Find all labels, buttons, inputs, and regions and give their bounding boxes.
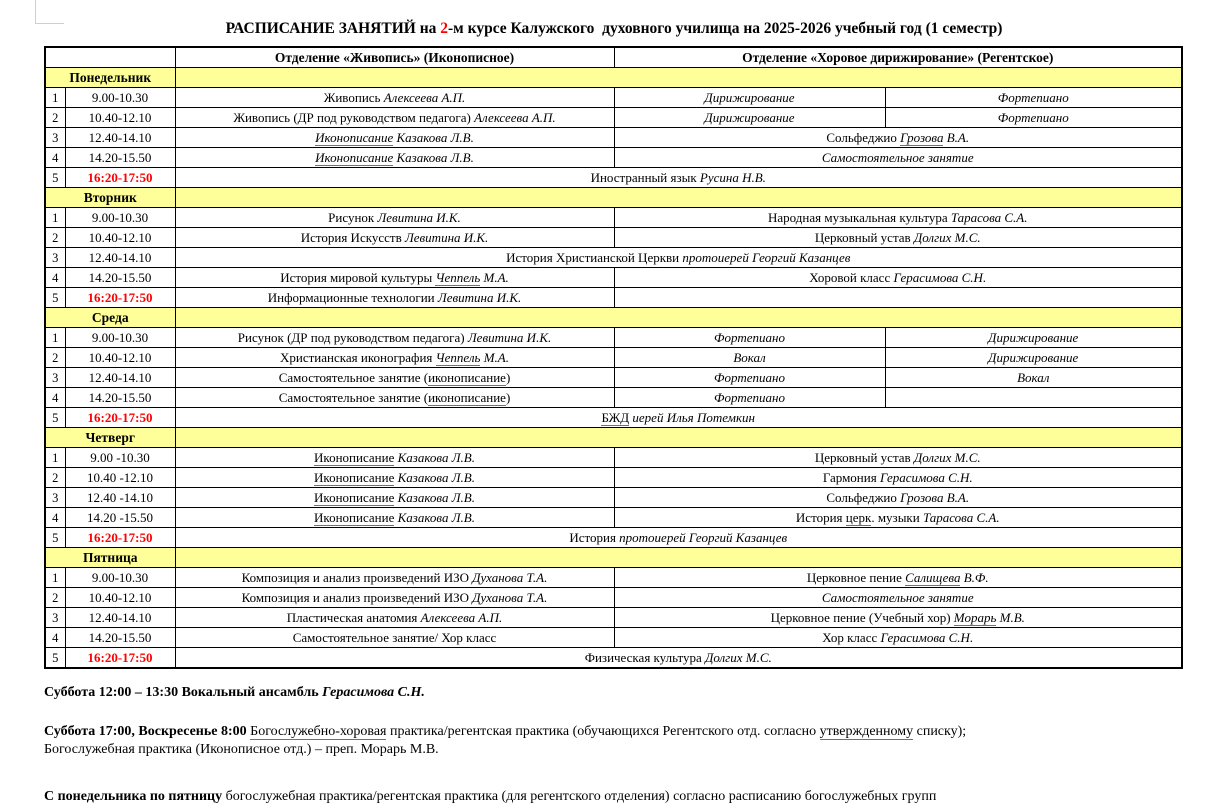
text-segment: Хор класс [822, 629, 881, 645]
time-cell: 9.00 -10.30 [65, 448, 175, 468]
schedule-row [45, 448, 1182, 468]
text-segment: Самостоятельное занятие ( [278, 389, 429, 405]
row-number-cell: 2 [45, 108, 65, 128]
time-cell: 12.40 -14.10 [65, 488, 175, 508]
subject-cell [175, 208, 614, 228]
text-segment: Богослужебная практика (Иконописное отд.) – преп. Морарь М.В. [44, 742, 439, 757]
subject-cell [614, 628, 1182, 648]
subject-cell [885, 328, 1182, 348]
text-segment: Иконописание [314, 489, 395, 505]
subject-cell [175, 128, 614, 148]
schedule-row [45, 168, 1182, 188]
subject-cell [614, 268, 1182, 288]
subject-cell [885, 388, 1182, 408]
subject-cell [175, 328, 614, 348]
time-cell: 16:20-17:50 [65, 168, 175, 188]
text-segment: ) [505, 389, 511, 405]
text-segment: Салищева [905, 569, 961, 585]
time-cell: 9.00-10.30 [65, 208, 175, 228]
text-segment: Долгих М.С. [913, 449, 981, 465]
row-number-cell: 2 [45, 588, 65, 608]
text-segment: Церковный устав [814, 229, 914, 245]
text-segment: Живопись (ДР под руководством педагога) [233, 109, 475, 125]
text-segment: Церковное пение (Учебный хор) [770, 609, 954, 625]
time-cell: 12.40-14.10 [65, 248, 175, 268]
header-empty-cell [45, 47, 175, 68]
text-segment: Самостоятельное занятие/ Хор класс [292, 629, 497, 645]
row-number-cell: 4 [45, 388, 65, 408]
day-header-empty-cell [175, 308, 1182, 328]
text-segment: 2 [440, 20, 449, 37]
text-segment: Герасимова С.Н. [893, 269, 987, 285]
text-segment: Фортепиано [714, 369, 785, 385]
subject-cell [885, 108, 1182, 128]
text-segment: Морарь [953, 609, 997, 625]
schedule-row [45, 288, 1182, 308]
schedule-table [44, 46, 1183, 669]
row-number-cell: 5 [45, 528, 65, 548]
text-segment: Суббота 17:00, Воскресенье 8:00 [44, 724, 251, 739]
row-number-cell: 3 [45, 248, 65, 268]
text-segment: Герасимова С.Н. [322, 685, 425, 700]
text-segment: Иконописание [314, 469, 395, 485]
text-segment: История мировой культуры [280, 269, 436, 285]
schedule-row [45, 568, 1182, 588]
day-header-empty-cell [175, 428, 1182, 448]
subject-cell [614, 108, 885, 128]
schedule-row [45, 528, 1182, 548]
subject-cell [614, 88, 885, 108]
text-segment: История [795, 509, 846, 525]
text-segment: Дирижирование [704, 89, 795, 105]
row-number-cell: 1 [45, 328, 65, 348]
schedule-row [45, 508, 1182, 528]
text-segment: Фортепиано [997, 109, 1069, 125]
schedule-row [45, 588, 1182, 608]
text-segment: Долгих М.С. [705, 649, 772, 665]
text-segment: Дирижирование [704, 109, 795, 125]
subject-cell [175, 488, 614, 508]
text-segment: Христианская иконография [280, 349, 436, 365]
subject-cell [175, 448, 614, 468]
text-segment: Казакова Л.В. [397, 469, 475, 485]
day-name-cell: Вторник [45, 188, 175, 208]
text-segment: Алексеева А.П. [474, 109, 556, 125]
subject-cell [175, 88, 614, 108]
day-name-cell: Понедельник [45, 68, 175, 88]
text-segment: Гармония [822, 469, 880, 485]
time-cell: 14.20 -15.50 [65, 508, 175, 528]
subject-cell [175, 108, 614, 128]
schedule-row [45, 408, 1182, 428]
subject-cell [614, 368, 885, 388]
text-segment: иконописание [428, 369, 506, 385]
subject-cell [175, 348, 614, 368]
row-number-cell: 5 [45, 648, 65, 669]
time-cell: 16:20-17:50 [65, 648, 175, 669]
footer-paragraph [44, 788, 1204, 806]
text-segment: Иконописание [315, 129, 394, 145]
text-segment: Тарасова С.А. [922, 509, 1000, 525]
text-segment: Физическая культура [584, 649, 706, 665]
row-number-cell: 4 [45, 508, 65, 528]
day-header-empty-cell [175, 548, 1182, 568]
text-segment: Тарасова С.А. [950, 209, 1028, 225]
text-segment: Казакова Л.В. [397, 509, 475, 525]
subject-cell [175, 248, 1182, 268]
subject-cell [614, 388, 885, 408]
text-segment: Дирижирование [988, 349, 1079, 365]
text-segment: Долгих М.С. [913, 229, 981, 245]
schedule-row [45, 108, 1182, 128]
subject-cell [175, 148, 614, 168]
text-segment: Казакова Л.В. [397, 449, 475, 465]
schedule-row [45, 368, 1182, 388]
subject-cell [175, 168, 1182, 188]
text-segment: Информационные технологии [267, 289, 438, 305]
row-number-cell: 2 [45, 468, 65, 488]
text-segment: Самостоятельное занятие [821, 149, 974, 165]
text-segment: Левитина И.К. [377, 209, 461, 225]
time-cell: 12.40-14.10 [65, 368, 175, 388]
time-cell: 14.20-15.50 [65, 148, 175, 168]
schedule-row [45, 488, 1182, 508]
subject-cell [175, 588, 614, 608]
row-number-cell: 3 [45, 128, 65, 148]
text-segment: Русина Н.В. [699, 169, 766, 185]
text-segment: Сольфеджио [826, 489, 901, 505]
subject-cell [175, 368, 614, 388]
row-number-cell: 1 [45, 208, 65, 228]
schedule-row [45, 608, 1182, 628]
text-segment: Вокал [733, 349, 766, 365]
text-segment: Грозова В.А. [900, 489, 970, 505]
schedule-row [45, 128, 1182, 148]
subject-cell [614, 488, 1182, 508]
schedule-row [45, 628, 1182, 648]
text-segment: Алексеева А.П. [420, 609, 503, 625]
time-cell: 12.40-14.10 [65, 608, 175, 628]
page-title [44, 20, 1184, 38]
subject-cell [614, 148, 1182, 168]
page-corner-artifact-vertical [35, 0, 36, 23]
time-cell: 10.40-12.10 [65, 228, 175, 248]
schedule-row [45, 88, 1182, 108]
text-segment: История Христианской Церкви [506, 249, 683, 265]
row-number-cell: 2 [45, 348, 65, 368]
text-segment: Чеппель [435, 349, 481, 365]
text-segment: Левитина И.К. [404, 229, 489, 245]
text-segment: Казакова Л.В. [397, 489, 475, 505]
time-cell: 9.00-10.30 [65, 568, 175, 588]
text-segment: Фортепиано [714, 329, 785, 345]
text-segment: История [569, 529, 620, 545]
text-segment: Духанова Т.А. [472, 589, 548, 605]
row-number-cell: 3 [45, 368, 65, 388]
time-cell: 10.40-12.10 [65, 588, 175, 608]
text-segment: М.В. [996, 609, 1025, 625]
schedule-row [45, 388, 1182, 408]
subject-cell [175, 628, 614, 648]
subject-cell [614, 208, 1182, 228]
text-segment: Пластическая анатомия [286, 609, 421, 625]
subject-cell [614, 468, 1182, 488]
subject-cell [614, 288, 1182, 308]
row-number-cell: 1 [45, 568, 65, 588]
schedule-document [44, 20, 1184, 806]
row-number-cell: 3 [45, 608, 65, 628]
text-segment: Церковный устав [814, 449, 914, 465]
text-segment: М.А. [480, 269, 509, 285]
day-header-row [45, 548, 1182, 568]
subject-cell [175, 288, 614, 308]
text-segment: В.Ф. [960, 569, 989, 585]
subject-cell [614, 228, 1182, 248]
day-name-cell: Пятница [45, 548, 175, 568]
subject-cell [614, 588, 1182, 608]
text-segment: Живопись [323, 89, 384, 105]
day-header-row [45, 308, 1182, 328]
text-segment: Композиция и анализ произведений ИЗО [241, 589, 473, 605]
time-cell: 9.00-10.30 [65, 88, 175, 108]
subject-cell [175, 228, 614, 248]
schedule-row [45, 228, 1182, 248]
schedule-row [45, 648, 1182, 669]
subject-cell [614, 328, 885, 348]
day-header-row [45, 68, 1182, 88]
text-segment: Чеппель [435, 269, 481, 285]
text-segment: Дирижирование [988, 329, 1079, 345]
text-segment: иерей Илья Потемкин [632, 409, 756, 425]
footer-notes [44, 684, 1204, 806]
day-header-empty-cell [175, 188, 1182, 208]
department-header-row [45, 47, 1182, 68]
schedule-row [45, 268, 1182, 288]
subject-cell [614, 128, 1182, 148]
row-number-cell: 4 [45, 148, 65, 168]
text-segment: С понедельника по пятницу [44, 789, 223, 804]
department-right-header: Отделение «Хоровое дирижирование» (Регентское) [614, 47, 1182, 68]
text-segment: Церковное пение [806, 569, 906, 585]
text-segment: Герасимова С.Н. [880, 629, 974, 645]
text-segment: иконописание [428, 389, 506, 405]
text-segment: Левитина И.К. [467, 329, 552, 345]
schedule-table-body [45, 47, 1182, 668]
subject-cell [175, 528, 1182, 548]
text-segment: Иконописание [315, 149, 394, 165]
text-segment: списку); [913, 724, 967, 739]
text-segment: Фортепиано [714, 389, 785, 405]
subject-cell [614, 608, 1182, 628]
time-cell: 14.20-15.50 [65, 388, 175, 408]
text-segment: Народная музыкальная культура [768, 209, 951, 225]
text-segment: Казакова Л.В. [393, 129, 474, 145]
text-segment: ) [505, 369, 511, 385]
day-name-cell: Среда [45, 308, 175, 328]
text-segment: М.А. [480, 349, 509, 365]
time-cell: 10.40-12.10 [65, 108, 175, 128]
row-number-cell: 5 [45, 408, 65, 428]
text-segment: Композиция и анализ произведений ИЗО [241, 569, 473, 585]
subject-cell [175, 508, 614, 528]
text-segment: Иконописание [314, 509, 395, 525]
subject-cell [175, 408, 1182, 428]
time-cell: 10.40 -12.10 [65, 468, 175, 488]
text-segment: протоиерей Георгий Казанцев [619, 529, 788, 545]
row-number-cell: 4 [45, 268, 65, 288]
time-cell: 9.00-10.30 [65, 328, 175, 348]
text-segment: практика/регентская практика (обучающихся Регентского отд. согласно [386, 724, 820, 739]
row-number-cell: 5 [45, 168, 65, 188]
time-cell: 14.20-15.50 [65, 268, 175, 288]
row-number-cell: 1 [45, 448, 65, 468]
footer-paragraph [44, 723, 1204, 759]
day-name-cell: Четверг [45, 428, 175, 448]
time-cell: 16:20-17:50 [65, 408, 175, 428]
schedule-row [45, 208, 1182, 228]
schedule-row [45, 248, 1182, 268]
text-segment: Герасимова С.Н. [879, 469, 973, 485]
row-number-cell: 2 [45, 228, 65, 248]
text-segment: Сольфеджио [826, 129, 901, 145]
text-segment: протоиерей Георгий Казанцев [682, 249, 851, 265]
subject-cell [175, 268, 614, 288]
time-cell: 16:20-17:50 [65, 528, 175, 548]
row-number-cell: 3 [45, 488, 65, 508]
text-segment: богослужебная практика/регентская практика (для регентского отделения) согласно расписанию богослужебных групп [222, 789, 937, 804]
text-segment: Левитина И.К. [437, 289, 522, 305]
text-segment: Грозова [900, 129, 944, 145]
text-segment: Хоровой класс [809, 269, 894, 285]
subject-cell [885, 88, 1182, 108]
text-segment: церк [845, 509, 872, 525]
day-header-row [45, 428, 1182, 448]
subject-cell [885, 348, 1182, 368]
text-segment: Иконописание [314, 449, 395, 465]
schedule-row [45, 468, 1182, 488]
subject-cell [614, 568, 1182, 588]
text-segment: Богослужебно-хоровая [250, 724, 387, 739]
text-segment: Рисунок (ДР под руководством педагога) [237, 329, 468, 345]
time-cell: 10.40-12.10 [65, 348, 175, 368]
subject-cell [614, 448, 1182, 468]
footer-paragraph [44, 684, 1204, 702]
subject-cell [885, 368, 1182, 388]
subject-cell [175, 608, 614, 628]
text-segment: РАСПИСАНИЕ ЗАНЯТИЙ на [225, 20, 441, 37]
subject-cell [175, 648, 1182, 669]
text-segment: Самостоятельное занятие ( [278, 369, 429, 385]
text-segment: Фортепиано [997, 89, 1069, 105]
time-cell: 14.20-15.50 [65, 628, 175, 648]
row-number-cell: 5 [45, 288, 65, 308]
text-segment: Суббота 12:00 – 13:30 Вокальный ансамбль [44, 685, 323, 700]
text-segment: Самостоятельное занятие [821, 589, 974, 605]
subject-cell [614, 348, 885, 368]
text-segment: . музыки [871, 509, 923, 525]
subject-cell [175, 468, 614, 488]
time-cell: 16:20-17:50 [65, 288, 175, 308]
text-segment: Вокал [1017, 369, 1050, 385]
time-cell: 12.40-14.10 [65, 128, 175, 148]
subject-cell [614, 508, 1182, 528]
text-segment: Иностранный язык [590, 169, 700, 185]
text-segment: Духанова Т.А. [472, 569, 548, 585]
text-segment: БЖД [601, 409, 630, 425]
subject-cell [175, 568, 614, 588]
text-segment: утвержденному [819, 724, 914, 739]
department-left-header: Отделение «Живопись» (Иконописное) [175, 47, 614, 68]
row-number-cell: 4 [45, 628, 65, 648]
text-segment: История Искусств [300, 229, 405, 245]
day-header-row [45, 188, 1182, 208]
text-segment: Алексеева А.П. [383, 89, 466, 105]
text-segment: Казакова Л.В. [393, 149, 474, 165]
text-segment: -м курсе Калужского духовного училища на 2025-2026 учебный год (1 семестр) [448, 20, 1003, 37]
row-number-cell: 1 [45, 88, 65, 108]
subject-cell [175, 388, 614, 408]
day-header-empty-cell [175, 68, 1182, 88]
schedule-row [45, 348, 1182, 368]
text-segment: Рисунок [328, 209, 378, 225]
text-segment: В.А. [943, 129, 970, 145]
schedule-row [45, 148, 1182, 168]
schedule-row [45, 328, 1182, 348]
